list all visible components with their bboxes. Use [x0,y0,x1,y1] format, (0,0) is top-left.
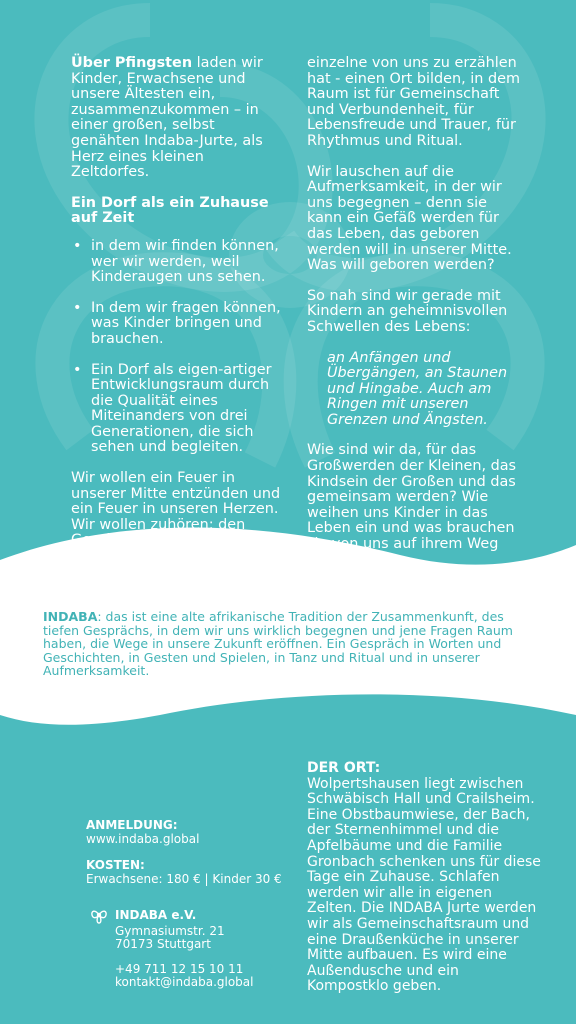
organization-block [89,905,289,989]
closing-paragraph: Wir wollen ein Feuer in unserer Mitte entzünden und ein Feuer in unseren Herzen. Wir wollen zuhören: den Geschichten, die jeder [71,470,281,549]
quote: an Anfängen und Übergängen, an Staunen und Hingabe. Auch am Ringen mit unseren Grenzen und Ängsten. [327,349,508,428]
paragraph: einzelne von uns zu erzählen hat - einen Ort bilden, in dem Raum ist für Gemeinschaft und Verbundenheit, für Lebensfreude und Trauer, für Rhythmus und Ritual. [307,55,520,149]
street: Gymnasiumstr. 21 [115,924,225,938]
org-name: INDABA e.V. [115,907,197,922]
place-text: Wolpertshausen liegt zwischen Schwäbisch Hall und Crailsheim. Eine Obstbaumwiese, der Bach, der Sternenhimmel und die Apfelbäume und die Familie Gronbach schenken uns für diese Tage ein Zuhause. Schlafen werden wir alle in eigenen Zelten. Die INDABA Jurte werden wir als Gemeinschaftsraum und eine Draußenküche in unserer Mitte aufbauen. Es wird eine Außendusche und ein Kompostklo geben. [307,775,541,995]
list-item: • Ein Dorf als eigen-artiger Entwicklungsraum durch die Qualität eines Miteinanders von drei Generationen, die sich sehen und begleiten. [73,361,272,456]
place-title: DER ORT: [307,760,381,776]
list-item: • in dem wir finden können, wer wir werden, weil Kinderaugen uns sehen. [73,237,279,286]
indaba-logo-icon [89,905,109,925]
indaba-description: INDABA: das ist eine alte afrikanische Tradition der Zusammenkunft, des tiefen Gesprächs, in dem wir uns wirklich begegnen und jene Fragen Raum haben, die Wege in unsere Zukunft eröffnen. Ein Gespräch in Worten und Geschichten, in Gesten und Spielen, in Tanz und Ritual und in unserer Aufmerksamkeit. [43,609,513,678]
registration-label: ANMELDUNG: [86,818,178,832]
paragraph: Wir lauschen auf die Aufmerksamkeit, in der wir uns begegnen – denn sie kann ein Gefäß werden für das Leben, das geboren werden will in unserer Mitte. Was will geboren werden? [307,163,512,274]
paragraph: Wie sind wir da, für das Großwerden der Kleinen, das Kindsein der Großen und das gemeinsam werden? Wie weihen uns Kinder in das Leben ein und was brauchen sie von uns auf ihrem Weg (nicht)? [307,442,517,568]
registration-block [86,818,286,886]
village-heading: Ein Dorf als ein Zuhause auf Zeit [71,194,269,227]
costs-value: Erwachsene: 180 € | Kinder 30 € [86,872,282,886]
bullet-icon: • [73,361,82,378]
email-link[interactable]: kontakt@indaba.global [115,975,254,989]
registration-link[interactable]: www.indaba.global [86,832,200,846]
paragraph: So nah sind wir gerade mit Kindern an geheimnisvollen Schwellen des Lebens: [307,287,508,335]
costs-label: KOSTEN: [86,858,145,872]
list-item: • In dem wir fragen können, was Kinder bringen und brauchen. [73,299,281,347]
intro-paragraph: Über Pfingsten laden wir Kinder, Erwachsene und unsere Ältesten ein, zusammenzukommen – in einer großen, selbst genähten Indaba-Jurte, als Herz eines kleinen Zeltdorfes. [71,55,263,181]
city: 70173 Stuttgart [115,937,211,951]
phone[interactable]: +49 711 12 15 10 11 [115,962,244,976]
bullet-icon: • [73,237,82,254]
right-column [307,56,525,583]
bullet-list [71,239,283,456]
left-column [71,56,283,564]
bullet-icon: • [73,299,82,316]
place-block [307,761,543,995]
